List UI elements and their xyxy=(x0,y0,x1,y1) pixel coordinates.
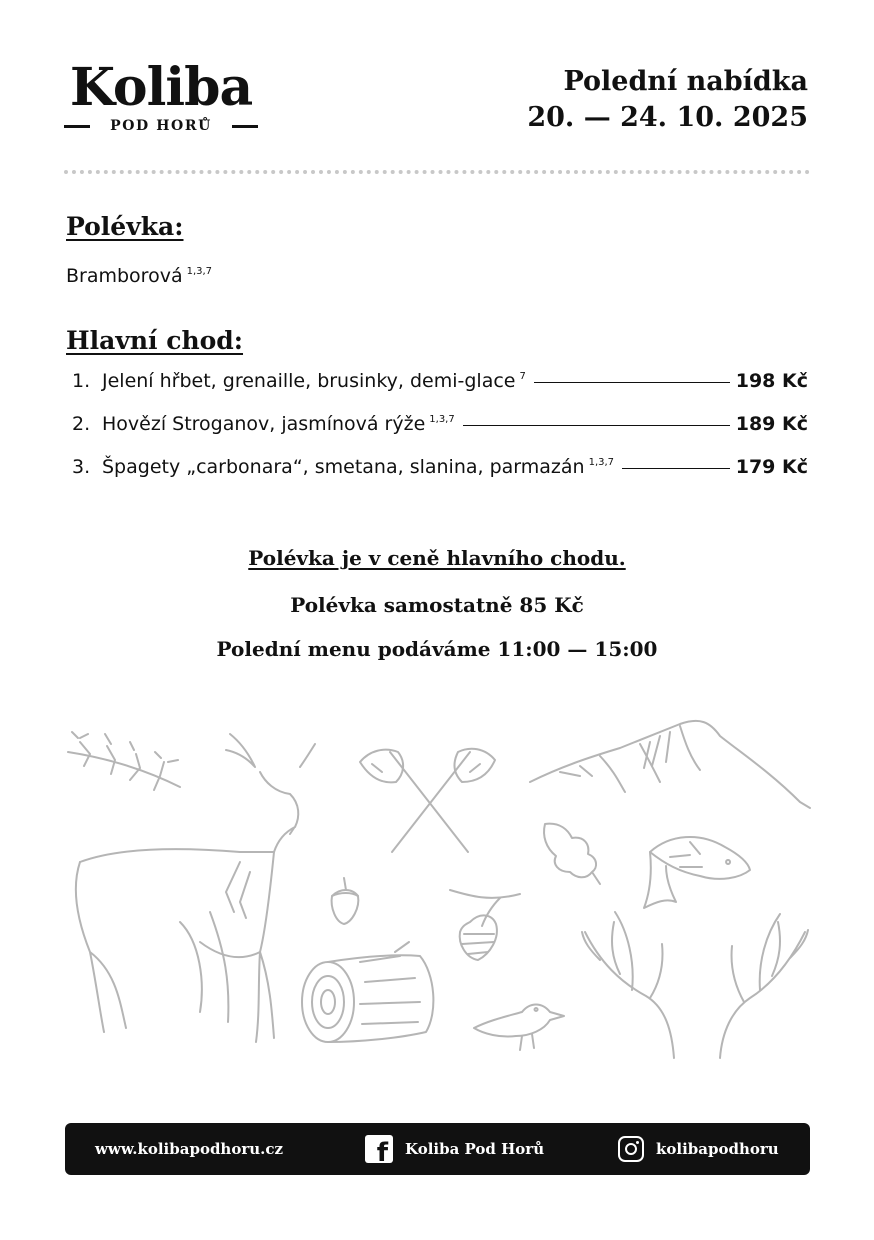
menu-item-price: 189 Kč xyxy=(735,413,808,435)
soup-included-note: Polévka je v ceně hlavního chodu. xyxy=(248,546,626,570)
menu-item-number: 2. xyxy=(72,413,91,435)
axes-illustration xyxy=(360,749,495,852)
bird-illustration xyxy=(474,1005,564,1051)
menu-item-name: Jelení hřbet, grenaille, brusinky, demi-glace $^7$ xyxy=(102,370,526,392)
menu-item-number: 3. xyxy=(72,456,91,478)
menu-item xyxy=(72,370,808,413)
branch-illustration xyxy=(68,732,180,790)
leader-line xyxy=(463,425,730,426)
mountains-illustration xyxy=(530,721,810,808)
main-list xyxy=(72,370,808,499)
menu-item-allergens: 7 xyxy=(519,371,526,382)
menu-item-allergens: 1,3,7 xyxy=(588,457,615,468)
dotted-divider xyxy=(64,170,810,174)
menu-item-price: 179 Kč xyxy=(735,456,808,478)
facebook-icon: f xyxy=(365,1135,393,1163)
antlers-illustration xyxy=(582,912,808,1058)
footer-bar xyxy=(65,1123,810,1175)
instagram-label: kolibapodhoru xyxy=(656,1140,779,1158)
serving-hours: Polední menu podáváme 11:00 — 15:00 xyxy=(216,637,658,661)
logo-name: Koliba xyxy=(69,57,253,118)
leader-line xyxy=(534,382,730,383)
logo-sub-text: POD HORŮ xyxy=(110,118,212,134)
menu-item-allergens: 1,3,7 xyxy=(429,414,455,425)
logo-bar-right xyxy=(232,125,258,128)
log-illustration xyxy=(302,942,433,1042)
forest-illustrations xyxy=(60,712,820,1082)
offer-header xyxy=(527,64,808,136)
logo xyxy=(64,58,258,134)
acorn-illustration xyxy=(332,878,359,924)
soup-item xyxy=(66,265,212,287)
menu-item-name: Hovězí Stroganov, jasmínová rýže $^{1,3,7}$ xyxy=(102,413,455,435)
main-heading: Hlavní chod: xyxy=(66,326,244,355)
leader-line xyxy=(622,468,730,469)
soup-heading: Polévka: xyxy=(66,212,184,241)
menu-item-number: 1. xyxy=(72,370,91,392)
offer-dates: 20. — 24. 10. 2025 xyxy=(527,102,808,133)
offer-title: Polední nabídka xyxy=(563,66,808,97)
menu-item xyxy=(72,456,808,499)
facebook-label: Koliba Pod Horů xyxy=(405,1140,545,1158)
website-link[interactable]: www.kolibapodhoru.cz xyxy=(95,1140,284,1158)
facebook-link[interactable] xyxy=(365,1135,544,1163)
pinecone-illustration xyxy=(450,890,520,960)
soup-separate-price: Polévka samostatně 85 Kč xyxy=(290,593,584,617)
fish-illustration xyxy=(644,837,750,908)
soup-allergens: 1,3,7 xyxy=(186,266,213,277)
logo-subtitle xyxy=(64,118,258,134)
deer-illustration xyxy=(76,734,315,1042)
menu-item-price: 198 Kč xyxy=(735,370,808,392)
instagram-icon xyxy=(618,1136,644,1162)
logo-bar-left xyxy=(64,125,90,128)
soup-name: Bramborová xyxy=(66,265,183,287)
menu-item xyxy=(72,413,808,456)
menu-item-name: Špagety „carbonara“, smetana, slanina, parmazán $^{1,3,7}$ xyxy=(102,456,615,478)
instagram-link[interactable] xyxy=(618,1136,779,1162)
oak-leaf-illustration xyxy=(544,824,600,884)
